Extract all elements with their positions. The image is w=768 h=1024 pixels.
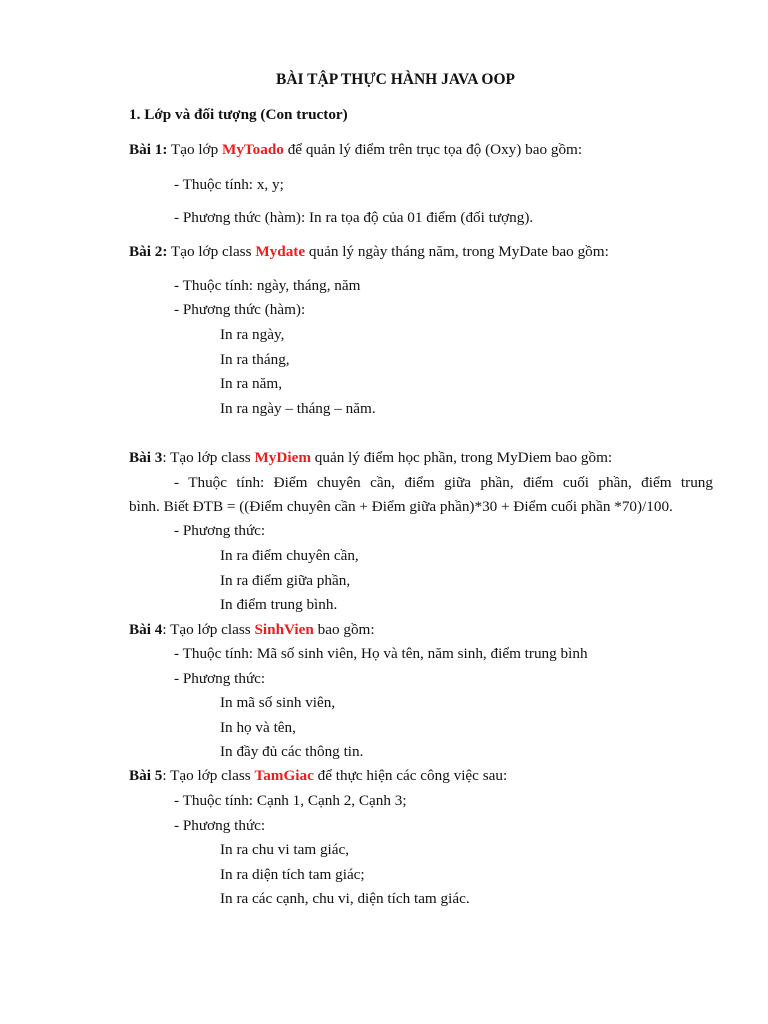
exercise-2-heading [129, 243, 609, 261]
exercise-4-methods: - Phương thức: [174, 670, 266, 687]
exercise-4-attributes: - Thuộc tính: Mã số sinh viên, Họ và tên, năm sinh, điểm trung bình [174, 645, 588, 662]
exercise-3-method-item: In điểm trung bình. [220, 596, 338, 613]
exercise-5-attributes: - Thuộc tính: Cạnh 1, Cạnh 2, Cạnh 3; [174, 792, 407, 809]
exercise-2-methods: - Phương thức (hàm): [174, 301, 306, 318]
exercise-1-class-name: MyToado [221, 141, 284, 158]
exercise-3-method-item: In ra điểm chuyên cần, [220, 547, 359, 564]
exercise-5-methods: - Phương thức: [174, 817, 266, 834]
exercise-3-post: quản lý điểm học phần, trong MyDiem bao gồm: [310, 449, 613, 466]
exercise-4-method-item: In đầy đủ các thông tin. [220, 743, 364, 760]
exercise-4-pre: : Tạo lớp class [162, 621, 255, 638]
exercise-5-pre: : Tạo lớp class [162, 767, 255, 784]
exercise-4-class-name: SinhVien [254, 621, 314, 638]
section-heading: 1. Lớp và đối tượng (Con tructor) [129, 106, 348, 123]
exercise-2-method-item: In ra năm, [220, 375, 282, 392]
exercise-3-heading [129, 449, 612, 467]
exercise-3-methods: - Phương thức: [174, 522, 266, 539]
exercise-2-method-item: In ra ngày, [220, 326, 285, 343]
exercise-5-method-item: In ra diện tích tam giác; [220, 866, 365, 883]
exercise-3-method-item: In ra điểm giữa phần, [220, 572, 351, 589]
exercise-2-attributes: - Thuộc tính: ngày, tháng, năm [174, 277, 361, 294]
exercise-4-heading [129, 621, 375, 639]
exercise-1-methods: - Phương thức (hàm): In ra tọa độ của 01 điểm (đối tượng). [174, 209, 534, 226]
exercise-2-pre: Tạo lớp class [167, 243, 256, 260]
exercise-1-pre: Tạo lớp [167, 141, 222, 158]
exercise-4-post: bao gồm: [313, 621, 375, 638]
exercise-5-post: để thực hiện các công việc sau: [313, 767, 508, 784]
exercise-4-method-item: In mã số sinh viên, [220, 694, 336, 711]
exercise-2-method-item: In ra tháng, [220, 351, 290, 368]
exercise-1-attributes: - Thuộc tính: x, y; [174, 176, 284, 193]
page-title: BÀI TẬP THỰC HÀNH JAVA OOP [276, 71, 516, 88]
exercise-2-method-item: In ra ngày – tháng – năm. [220, 400, 376, 417]
exercise-3-pre: : Tạo lớp class [162, 449, 255, 466]
exercise-3-attributes-line2: bình. Biết ĐTB = ((Điểm chuyên cần + Điểm giữa phần)*30 + Điểm cuối phần *70)/100. [129, 498, 673, 515]
exercise-3-attributes-line1: - Thuộc tính: Điểm chuyên cần, điểm giữa phần, điểm cuối phần, điểm trung [174, 474, 713, 491]
exercise-5-method-item: In ra chu vi tam giác, [220, 841, 350, 858]
exercise-1-label: Bài 1: [129, 141, 168, 158]
exercise-5-heading [129, 767, 507, 785]
exercise-5-label: Bài 5 [129, 767, 163, 784]
exercise-2-class-name: Mydate [255, 243, 306, 260]
exercise-5-method-item: In ra các cạnh, chu vi, diện tích tam giác. [220, 890, 470, 907]
exercise-4-label: Bài 4 [129, 621, 163, 638]
exercise-2-label: Bài 2: [129, 243, 168, 260]
exercise-3-class-name: MyDiem [254, 449, 311, 466]
exercise-2-post: quản lý ngày tháng năm, trong MyDate bao gồm: [305, 243, 609, 260]
exercise-4-method-item: In họ và tên, [220, 719, 296, 736]
exercise-1-heading [129, 141, 582, 159]
exercise-5-class-name: TamGiac [254, 767, 314, 784]
exercise-1-post: để quản lý điểm trên trục tọa độ (Oxy) bao gồm: [283, 141, 583, 158]
exercise-3-label: Bài 3 [129, 449, 163, 466]
